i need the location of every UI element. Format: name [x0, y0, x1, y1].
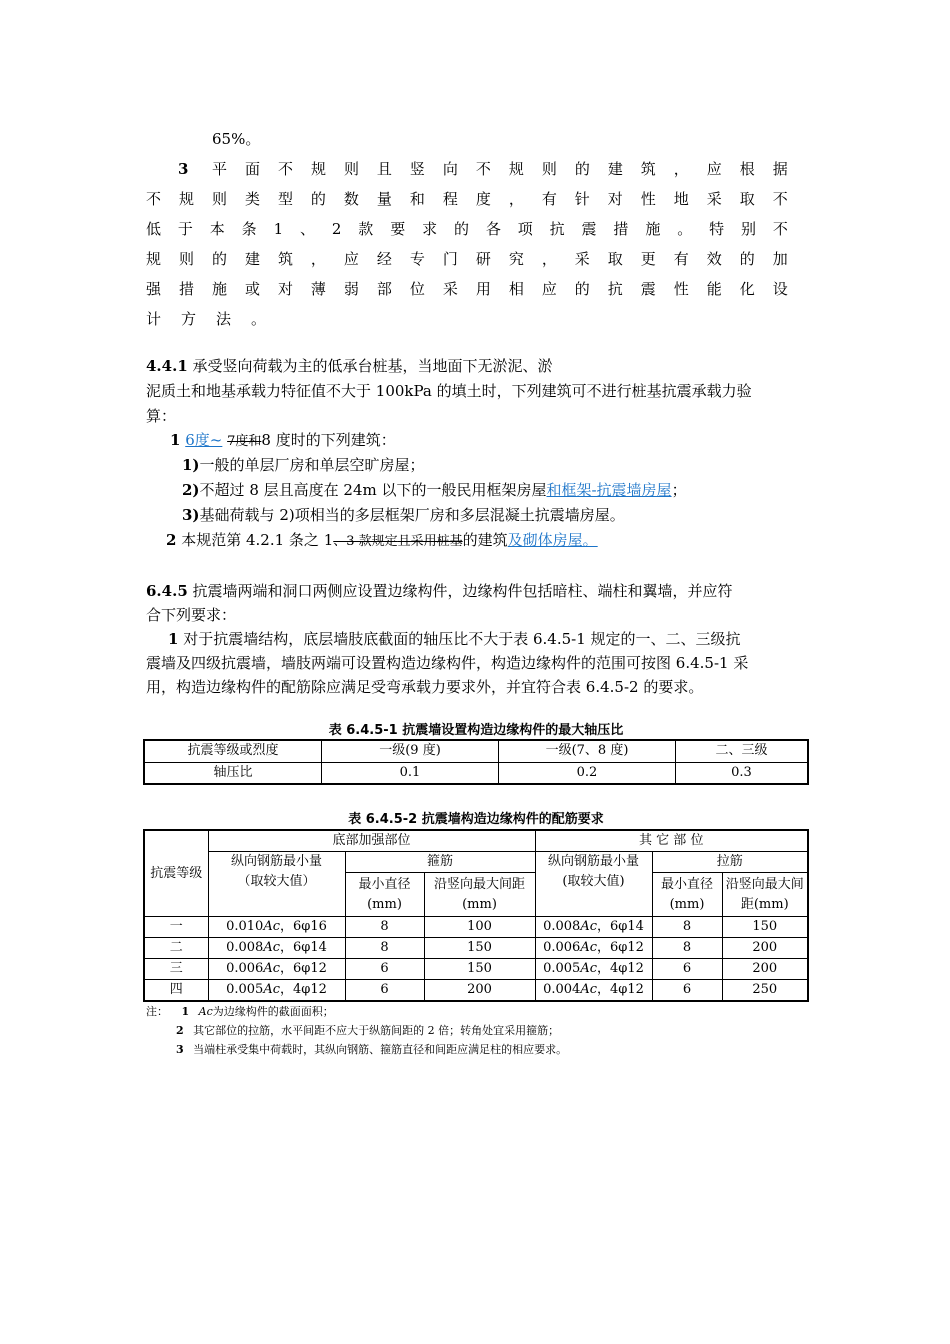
justified-char: 。: [677, 220, 693, 238]
header-line: (mm): [367, 896, 402, 912]
table-cell: 0.1: [322, 762, 499, 784]
justified-char: 条: [241, 220, 257, 238]
justified-char: 效: [706, 250, 722, 268]
subitem-number: 2): [182, 481, 200, 499]
subitem-1: [182, 455, 425, 475]
table-cell: [208, 917, 345, 938]
note-number: 1: [181, 1005, 190, 1018]
table-cell: 150: [424, 938, 535, 959]
note-text: 为边缘构件的截面面积；: [212, 1005, 334, 1018]
justified-char: ，: [508, 190, 524, 208]
para-line: 65%。: [212, 130, 261, 148]
justified-char: 不: [772, 220, 788, 238]
justified-char: 类: [244, 190, 260, 208]
justified-char: 建: [244, 250, 260, 268]
subitem-text: 一般的单层厂房和单层空旷房屋；: [199, 456, 425, 474]
justified-char: 经: [376, 250, 392, 268]
justified-char: 规: [508, 160, 524, 178]
ratio-value: 0.004: [543, 982, 581, 997]
justified-char: 地: [673, 190, 689, 208]
justified-char: 门: [442, 250, 458, 268]
table-cell: [535, 980, 652, 1002]
justified-char: 法: [215, 310, 231, 328]
item-text: 本规范第 4.2.1 条之 1: [181, 531, 334, 549]
table-cell: 100: [424, 917, 535, 938]
header-cell: [208, 852, 345, 917]
justified-char: 本: [209, 220, 225, 238]
bar-spec: ，4φ12: [596, 961, 644, 976]
justified-char: 向: [442, 160, 458, 178]
justified-char: 1: [273, 220, 284, 238]
table-cell: 8: [652, 917, 722, 938]
table-cell: 150: [424, 959, 535, 980]
justified-char: 筑: [640, 160, 656, 178]
ratio-value: 0.008: [543, 919, 581, 934]
justified-char: 规: [146, 250, 162, 268]
justified-char: 加: [772, 250, 788, 268]
justified-char: 取: [607, 250, 623, 268]
justified-char: 应: [343, 250, 359, 268]
note-symbol: Ac: [198, 1005, 213, 1018]
header-cell: [345, 873, 424, 917]
justified-line: [212, 159, 788, 179]
header-cell: 一级(7、8 度): [499, 740, 676, 762]
justified-char: 施: [211, 280, 227, 298]
header-line: 最小直径: [358, 876, 411, 892]
header-cell: 其 它 部 位: [535, 830, 808, 852]
justified-char: 则: [178, 250, 194, 268]
justified-char: 别: [740, 220, 756, 238]
justified-char: 或: [244, 280, 260, 298]
justified-char: 研: [475, 250, 491, 268]
area-symbol: Ac: [263, 940, 280, 955]
justified-char: 、: [299, 220, 315, 238]
header-cell: 拉筋: [652, 852, 808, 873]
bar-spec: ，6φ12: [596, 940, 644, 955]
justified-char: 量: [376, 190, 392, 208]
area-symbol: Ac: [263, 961, 280, 976]
justified-char: 不: [475, 160, 491, 178]
area-symbol: Ac: [580, 919, 597, 934]
table-cell: 8: [345, 917, 424, 938]
header-cell: [652, 873, 722, 917]
justified-line: [146, 279, 788, 299]
table-row: [144, 938, 808, 959]
justified-char: 不: [146, 190, 162, 208]
table-cell: 0.3: [676, 762, 809, 784]
deleted-text: 且采用桩基: [397, 534, 463, 549]
table-body: [144, 917, 808, 1002]
justified-char: 不: [772, 190, 788, 208]
justified-char: 有: [673, 250, 689, 268]
ratio-value: 0.010: [226, 919, 264, 934]
item-number: 1: [170, 431, 181, 449]
header-line: 纵向钢筋最小量: [547, 854, 639, 869]
section-text: 抗震墙两端和洞口两侧应设置边缘构件，边缘构件包括暗柱、端柱和翼墙，并应符: [192, 582, 733, 600]
justified-char: 建: [607, 160, 623, 178]
table-row: [144, 917, 808, 938]
header-line: （取较大值）: [237, 874, 316, 889]
justified-char: 项: [517, 220, 533, 238]
justified-char: 专: [409, 250, 425, 268]
justified-char: 的: [310, 190, 326, 208]
section-645-line1: [146, 581, 733, 601]
justified-char: 款: [358, 220, 374, 238]
justified-char: 薄: [310, 280, 326, 298]
table-cell: [208, 959, 345, 980]
table-row: [144, 980, 808, 1002]
table-cell: 200: [722, 938, 808, 959]
header-line: 沿竖向最大间距: [433, 876, 525, 892]
header-line: 沿竖向最大间: [725, 876, 804, 892]
justified-char: 震: [581, 220, 597, 238]
justified-char: 对: [277, 280, 293, 298]
justified-char: 性: [640, 190, 656, 208]
table-cell: 6: [345, 959, 424, 980]
ratio-value: 0.006: [226, 961, 264, 976]
justified-char: 规: [178, 190, 194, 208]
item-number: 1: [168, 630, 179, 648]
item-441-2: [166, 530, 598, 552]
justified-char: 且: [376, 160, 392, 178]
justified-char: 。: [250, 310, 266, 328]
note-number: 3: [176, 1043, 184, 1056]
justified-char: 措: [613, 220, 629, 238]
section-645-line2: 合下列要求：: [146, 606, 237, 624]
justified-char: 部: [376, 280, 392, 298]
justified-char: 采: [706, 190, 722, 208]
justified-char: 应: [706, 160, 722, 178]
note-1: [146, 1005, 334, 1019]
item-number: 2: [166, 531, 177, 549]
header-line: (mm): [669, 896, 705, 912]
table-cell: 8: [345, 938, 424, 959]
header-line: 距(mm): [740, 896, 789, 912]
area-symbol: Ac: [263, 982, 280, 997]
justified-char: 低: [146, 220, 162, 238]
bar-spec: ，6φ12: [279, 961, 327, 976]
header-cell: [722, 873, 808, 917]
justified-char: 措: [178, 280, 194, 298]
table-cell: [208, 938, 345, 959]
justified-char: 的: [574, 160, 590, 178]
subitem-number: 3): [182, 506, 200, 524]
table-header-row: [144, 852, 808, 873]
bar-spec: ，4φ12: [596, 982, 644, 997]
subitem-2: [182, 480, 687, 500]
table-cell: 250: [722, 980, 808, 1002]
justified-char: ，: [310, 250, 326, 268]
table-cell: 二: [144, 938, 208, 959]
justified-line: [146, 249, 788, 269]
header-line: (取较大值): [562, 874, 625, 889]
justified-char: 抗: [549, 220, 565, 238]
justified-char: 特: [709, 220, 725, 238]
item-645-1: [168, 629, 741, 649]
item-text: 对于抗震墙结构，底层墙肢底截面的轴压比不大于表 6.4.5-1 规定的一、二、三级抗: [183, 630, 741, 648]
justified-char: 设: [772, 280, 788, 298]
table-row: [144, 762, 808, 784]
bar-spec: ，4φ12: [279, 982, 327, 997]
header-cell: 抗震等级或烈度: [144, 740, 322, 762]
justified-char: 性: [673, 280, 689, 298]
item-645-1-line2: 震墙及四级抗震墙，墙肢两端可设置构造边缘构件，构造边缘构件的范围可按图 6.4.5-1 采: [146, 654, 749, 672]
reinforcement-table: [143, 829, 809, 1002]
table-caption: 表 6.4.5-1 抗震墙设置构造边缘构件的最大轴压比: [328, 723, 624, 738]
justified-char: 用: [475, 280, 491, 298]
ratio-value: 0.008: [226, 940, 264, 955]
table-cell: 轴压比: [144, 762, 322, 784]
justified-char: 计: [146, 310, 162, 328]
item-645-1-line3: 用，构造边缘构件的配筋除应满足受弯承载力要求外，并宜符合表 6.4.5-2 的要求。: [146, 678, 704, 696]
table-cell: 四: [144, 980, 208, 1002]
area-symbol: Ac: [580, 961, 597, 976]
header-cell: [424, 873, 535, 917]
justified-char: 则: [343, 160, 359, 178]
table-cell: 6: [345, 980, 424, 1002]
justified-char: 求: [422, 220, 438, 238]
inserted-text: 及砌体房屋。: [507, 531, 598, 549]
justified-char: 平: [212, 160, 228, 178]
inserted-text: 6度~: [185, 431, 223, 449]
subitem-text: 不超过 8 层且高度在 24m 以下的一般民用框架房屋: [199, 481, 547, 499]
justified-char: 要: [390, 220, 406, 238]
area-symbol: Ac: [263, 919, 280, 934]
table-cell: 150: [722, 917, 808, 938]
justified-char: 采: [574, 250, 590, 268]
justified-char: 方: [180, 310, 196, 328]
header-cell: [535, 852, 652, 917]
ratio-value: 0.005: [543, 961, 581, 976]
table-cell: [208, 980, 345, 1002]
header-cell: 箍筋: [345, 852, 535, 873]
table-cell: 三: [144, 959, 208, 980]
header-line: 最小直径: [660, 876, 713, 892]
deleted-text: 、3 款规定: [333, 534, 398, 549]
area-symbol: Ac: [580, 940, 597, 955]
table-header-row: [144, 740, 808, 762]
section-441-line1: [146, 356, 553, 376]
bar-spec: ，6φ14: [279, 940, 327, 955]
section-441-line2: 泥质土和地基承载力特征值不大于 100kPa 的填土时，下列建筑可不进行桩基抗震承载力验: [146, 382, 752, 400]
justified-char: 强: [146, 280, 162, 298]
table-row: [144, 959, 808, 980]
justified-char: 2: [331, 220, 342, 238]
item-text: 8 度时的下列建筑：: [261, 431, 396, 449]
justified-char: 不: [277, 160, 293, 178]
justified-char: 数: [343, 190, 359, 208]
table-cell: 一: [144, 917, 208, 938]
justified-char: 相: [508, 280, 524, 298]
justified-char: 化: [739, 280, 755, 298]
section-441-line3: 算：: [146, 407, 177, 425]
justified-line: [146, 219, 788, 239]
justified-char: 度: [475, 190, 491, 208]
bar-spec: ，6φ16: [279, 919, 327, 934]
table-caption: 表 6.4.5-2 抗震墙构造边缘构件的配筋要求: [348, 812, 604, 827]
justified-char: 应: [541, 280, 557, 298]
header-line: 纵向钢筋最小量: [230, 854, 322, 869]
justified-char: 据: [772, 160, 788, 178]
area-symbol: Ac: [580, 982, 597, 997]
table-cell: 200: [722, 959, 808, 980]
justified-char: 震: [640, 280, 656, 298]
deleted-text: 7度和: [227, 434, 262, 449]
item-441-1: [170, 430, 396, 452]
justified-char: 的: [739, 250, 755, 268]
justified-char: 对: [607, 190, 623, 208]
justified-char: 抗: [607, 280, 623, 298]
justified-char: 的: [211, 250, 227, 268]
note-3: [176, 1043, 567, 1057]
ratio-value: 0.005: [226, 982, 264, 997]
section-text: 承受竖向荷载为主的低承台桩基，当地面下无淤泥、淤: [192, 357, 553, 375]
subitem-end: ；: [671, 481, 687, 499]
justified-char: 面: [244, 160, 260, 178]
item-number: 3: [178, 160, 189, 178]
note-2: [176, 1024, 559, 1038]
table-cell: 6: [652, 980, 722, 1002]
note-text: 当端柱承受集中荷载时，其纵向钢筋、箍筋直径和间距应满足柱的相应要求。: [193, 1043, 568, 1056]
justified-char: 有: [541, 190, 557, 208]
inserted-text: 和框架-抗震墙房屋: [546, 481, 672, 499]
justified-char: 筑: [277, 250, 293, 268]
header-cell: 二、三级: [676, 740, 809, 762]
justified-char: 竖: [409, 160, 425, 178]
table-cell: [535, 917, 652, 938]
section-number: 4.4.1: [146, 357, 188, 375]
table-cell: 0.2: [499, 762, 676, 784]
justified-char: 更: [640, 250, 656, 268]
justified-char: 和: [409, 190, 425, 208]
table-cell: [535, 938, 652, 959]
note-label: 注：: [146, 1005, 168, 1018]
axial-ratio-table: [143, 739, 809, 785]
justified-char: ，: [673, 160, 689, 178]
note-number: 2: [176, 1024, 184, 1037]
header-cell: 底部加强部位: [208, 830, 535, 852]
table-cell: [535, 959, 652, 980]
note-text: 其它部位的拉筋，水平间距不应大于纵筋间距的 2 倍；转角处宜采用箍筋；: [193, 1024, 560, 1037]
justified-char: 取: [739, 190, 755, 208]
justified-char: 的: [574, 280, 590, 298]
justified-char: 针: [574, 190, 590, 208]
justified-char: 规: [310, 160, 326, 178]
header-cell: 一级(9 度): [322, 740, 499, 762]
table-cell: 8: [652, 938, 722, 959]
ratio-value: 0.006: [543, 940, 581, 955]
justified-char: 能: [706, 280, 722, 298]
justified-char: 采: [442, 280, 458, 298]
bar-spec: ，6φ14: [596, 919, 644, 934]
justified-char: 程: [442, 190, 458, 208]
justified-line: [146, 189, 788, 209]
justified-char: 根: [739, 160, 755, 178]
header-line: (mm): [462, 896, 497, 912]
justified-char: 弱: [343, 280, 359, 298]
table-cell: 200: [424, 980, 535, 1002]
subitem-number: 1): [182, 456, 200, 474]
justified-char: 位: [409, 280, 425, 298]
justified-char: 则: [541, 160, 557, 178]
justified-char: 于: [177, 220, 193, 238]
justified-char: ，: [541, 250, 557, 268]
justified-char: 各: [485, 220, 501, 238]
table-cell: 6: [652, 959, 722, 980]
item-text: 的建筑: [462, 531, 508, 549]
justified-char: 则: [211, 190, 227, 208]
justified-line: [146, 309, 266, 329]
justified-char: 的: [453, 220, 469, 238]
justified-char: 施: [645, 220, 661, 238]
section-number: 6.4.5: [146, 582, 188, 600]
subitem-3: [182, 505, 625, 525]
justified-char: 究: [508, 250, 524, 268]
subitem-text: 基础荷载与 2)项相当的多层框架厂房和多层混凝土抗震墙房屋。: [199, 506, 625, 524]
table-header-row: [144, 830, 808, 852]
justified-char: 型: [277, 190, 293, 208]
header-cell: 抗震等级: [144, 830, 208, 917]
